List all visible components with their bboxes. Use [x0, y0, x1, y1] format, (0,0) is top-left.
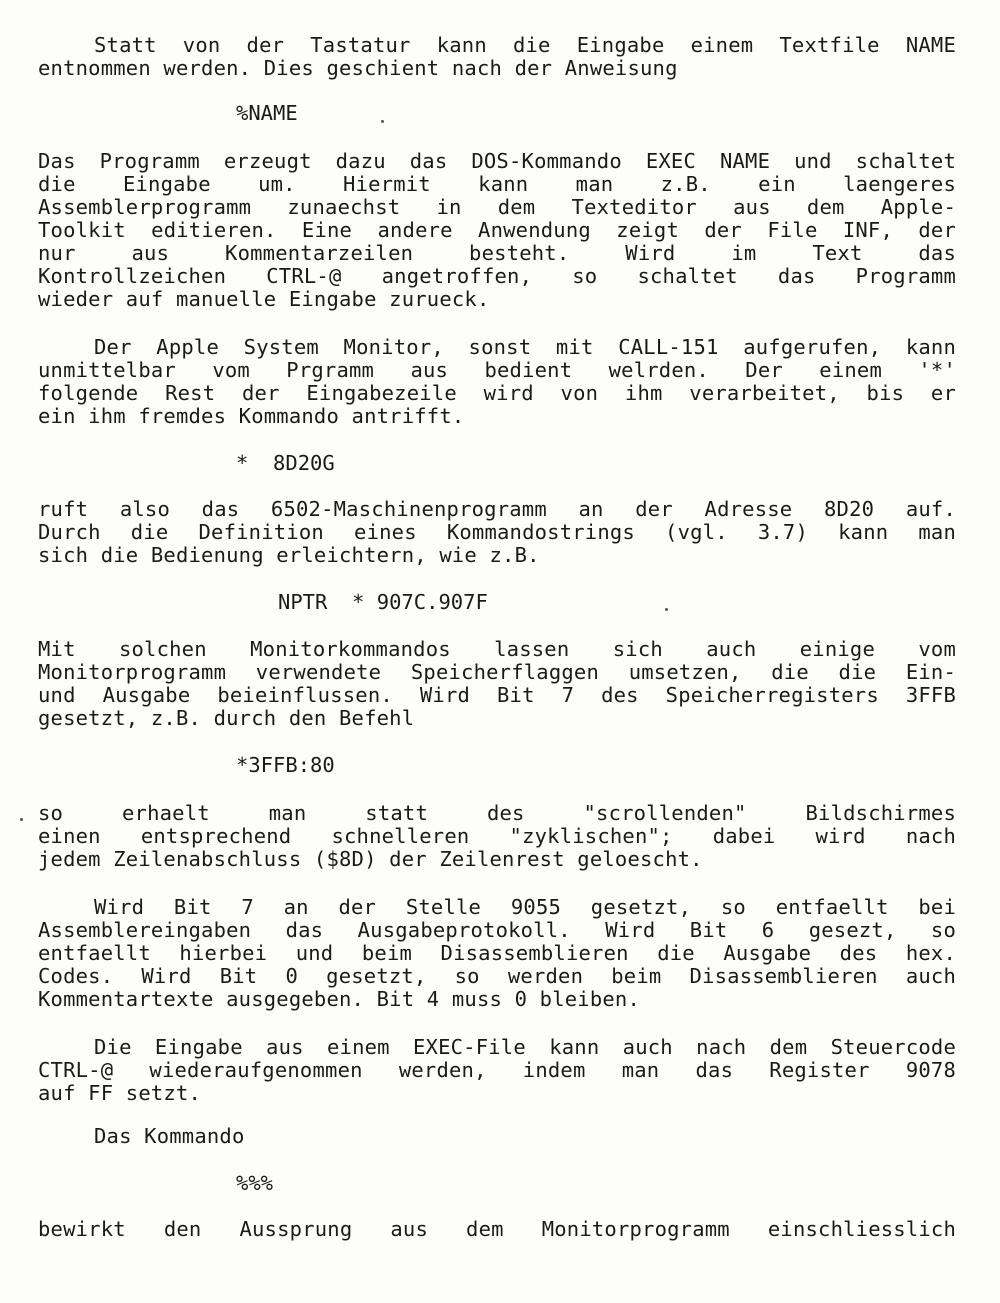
text-line: Toolkit editieren. Eine andere Anwendung zeigt der File INF, der	[38, 218, 956, 242]
command-example-8d20g: * 8D20G	[236, 451, 335, 475]
paragraph-machine-program	[38, 498, 956, 567]
text-line: Die Eingabe aus einem EXEC-File kann auch nach dem Steuercode	[94, 1035, 956, 1059]
text-line: entnommen werden. Dies geschient nach der Anweisung	[38, 56, 678, 80]
text-line: CTRL-@ wiederaufgenommen werden, indem man das Register 9078	[38, 1058, 956, 1082]
text-line: Assemblerprogramm zunaechst in dem Texteditor aus dem Apple-	[38, 195, 956, 219]
paragraph-exec-file	[38, 1036, 956, 1105]
scan-speck	[381, 120, 384, 123]
text-line: Monitorprogramm verwendete Speicherflaggen umsetzen, die die Ein-	[38, 660, 956, 684]
text-line: jedem Zeilenabschluss ($8D) der Zeilenrest geloescht.	[38, 847, 703, 871]
paragraph-scrolling	[38, 802, 956, 871]
command-example-name: %NAME	[236, 101, 298, 125]
scan-speck	[20, 818, 23, 821]
text-line: Assemblereingaben das Ausgabeprotokoll. Wird Bit 6 gesezt, so	[38, 918, 956, 942]
text-line: wieder auf manuelle Eingabe zurueck.	[38, 287, 490, 311]
paragraph-dos-exec	[38, 150, 956, 311]
text-line: bewirkt den Aussprung aus dem Monitorprogramm einschliesslich	[38, 1217, 956, 1241]
text-line: sich die Bedienung erleichtern, wie z.B.	[38, 543, 540, 567]
text-line: ruft also das 6502-Maschinenprogramm an der Adresse 8D20 auf.	[38, 497, 956, 521]
text-line: die Eingabe um. Hiermit kann man z.B. ein laengeres	[38, 172, 956, 196]
text-line: nur aus Kommentarzeilen besteht. Wird im Text das	[38, 241, 956, 265]
text-line: folgende Rest der Eingabezeile wird von ihm verarbeitet, bis er	[38, 381, 956, 405]
text-line: Statt von der Tastatur kann die Eingabe einem Textfile NAME	[94, 33, 956, 57]
text-line: so erhaelt man statt des "scrollenden" Bildschirmes	[38, 801, 956, 825]
text-line: Kommentartexte ausgegeben. Bit 4 muss 0 bleiben.	[38, 987, 641, 1011]
text-line: unmittelbar vom Prgramm aus bedient welrden. Der einem '*'	[38, 358, 956, 382]
text-line: Das Programm erzeugt dazu das DOS-Kommando EXEC NAME und schaltet	[38, 149, 956, 173]
command-example-3ffb: *3FFB:80	[236, 753, 335, 777]
text-line: Mit solchen Monitorkommandos lassen sich auch einige vom	[38, 637, 956, 661]
text-line: Wird Bit 7 an der Stelle 9055 gesetzt, so entfaellt bei	[94, 895, 956, 919]
text-line: Kontrollzeichen CTRL-@ angetroffen, so schaltet das Programm	[38, 264, 956, 288]
paragraph-command-intro	[38, 1125, 956, 1148]
text-line: entfaellt hierbei und beim Disassemblieren die Ausgabe des hex.	[38, 941, 956, 965]
paragraph-monitor-flags	[38, 638, 956, 730]
command-example-nptr: NPTR * 907C.907F	[278, 590, 488, 614]
text-line: ein ihm fremdes Kommando antrifft.	[38, 404, 465, 428]
text-line: gesetzt, z.B. durch den Befehl	[38, 706, 415, 730]
text-line: einen entsprechend schnelleren "zyklischen"; dabei wird nach	[38, 824, 956, 848]
text-line: Durch die Definition eines Kommandostrings (vgl. 3.7) kann man	[38, 520, 956, 544]
scan-speck	[665, 608, 668, 611]
paragraph-exec-input	[38, 34, 956, 80]
text-line: Der Apple System Monitor, sonst mit CALL-151 aufgerufen, kann	[94, 335, 956, 359]
text-line: Codes. Wird Bit 0 gesetzt, so werden beim Disassemblieren auch	[38, 964, 956, 988]
text-line: auf FF setzt.	[38, 1081, 202, 1105]
text-line: Das Kommando	[94, 1124, 245, 1148]
paragraph-system-monitor	[38, 336, 956, 428]
text-line: und Ausgabe beieinflussen. Wird Bit 7 des Speicherregisters 3FFB	[38, 683, 956, 707]
command-example-percent: %%%	[236, 1171, 274, 1195]
paragraph-monitor-exit	[38, 1218, 956, 1241]
paragraph-bit-settings	[38, 896, 956, 1011]
